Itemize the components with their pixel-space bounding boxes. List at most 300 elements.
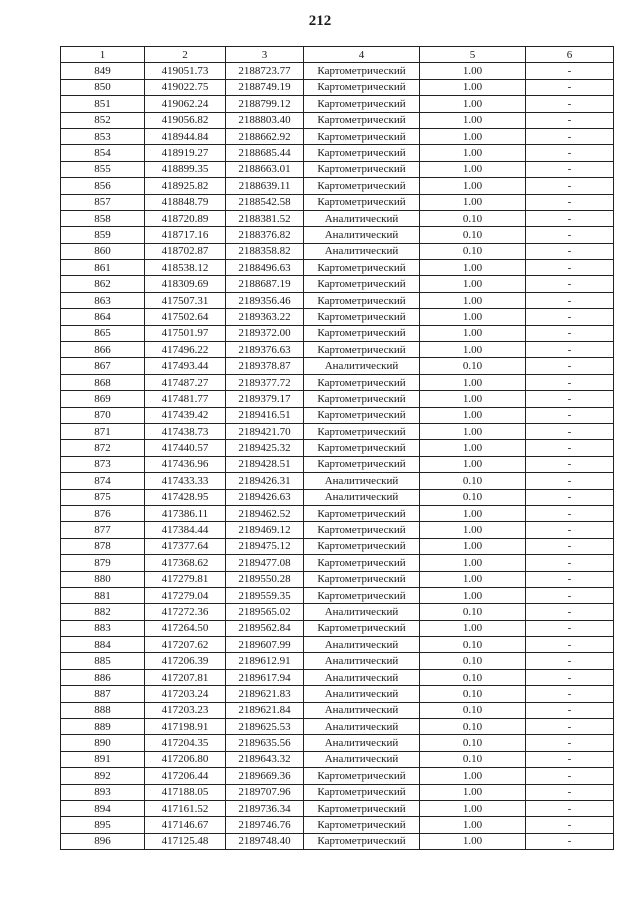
table-row [61, 161, 614, 177]
method-cell: Картометрический [304, 620, 420, 636]
x-coordinate-cell: 417487.27 [145, 374, 226, 390]
table-row [61, 79, 614, 95]
note-cell: - [526, 833, 614, 849]
y-coordinate-cell: 2188358.82 [226, 243, 304, 259]
y-coordinate-cell: 2189376.63 [226, 342, 304, 358]
accuracy-cell: 1.00 [420, 505, 526, 521]
point-number-cell: 886 [61, 669, 145, 685]
method-cell: Картометрический [304, 538, 420, 554]
point-number-cell: 876 [61, 505, 145, 521]
method-cell: Картометрический [304, 423, 420, 439]
y-coordinate-cell: 2188803.40 [226, 112, 304, 128]
x-coordinate-cell: 417206.80 [145, 751, 226, 767]
y-coordinate-cell: 2188663.01 [226, 161, 304, 177]
y-coordinate-cell: 2189363.22 [226, 309, 304, 325]
point-number-cell: 860 [61, 243, 145, 259]
accuracy-cell: 1.00 [420, 440, 526, 456]
y-coordinate-cell: 2188542.58 [226, 194, 304, 210]
x-coordinate-cell: 417264.50 [145, 620, 226, 636]
y-coordinate-cell: 2189372.00 [226, 325, 304, 341]
y-coordinate-cell: 2189669.36 [226, 768, 304, 784]
y-coordinate-cell: 2189469.12 [226, 522, 304, 538]
method-cell: Аналитический [304, 637, 420, 653]
point-number-cell: 863 [61, 292, 145, 308]
accuracy-cell: 0.10 [420, 702, 526, 718]
note-cell: - [526, 555, 614, 571]
note-cell: - [526, 456, 614, 472]
point-number-cell: 892 [61, 768, 145, 784]
method-cell: Картометрический [304, 440, 420, 456]
method-cell: Картометрический [304, 260, 420, 276]
note-cell: - [526, 391, 614, 407]
y-coordinate-cell: 2188687.19 [226, 276, 304, 292]
method-cell: Картометрический [304, 587, 420, 603]
accuracy-cell: 1.00 [420, 276, 526, 292]
x-coordinate-cell: 417207.62 [145, 637, 226, 653]
method-cell: Картометрический [304, 407, 420, 423]
y-coordinate-cell: 2189477.08 [226, 555, 304, 571]
point-number-cell: 873 [61, 456, 145, 472]
note-cell: - [526, 800, 614, 816]
point-number-cell: 856 [61, 178, 145, 194]
accuracy-cell: 1.00 [420, 800, 526, 816]
point-number-cell: 880 [61, 571, 145, 587]
coordinates-table [60, 46, 614, 850]
method-cell: Картометрический [304, 63, 420, 79]
note-cell: - [526, 79, 614, 95]
method-cell: Аналитический [304, 358, 420, 374]
accuracy-cell: 1.00 [420, 145, 526, 161]
y-coordinate-cell: 2189748.40 [226, 833, 304, 849]
note-cell: - [526, 702, 614, 718]
x-coordinate-cell: 418538.12 [145, 260, 226, 276]
accuracy-cell: 1.00 [420, 292, 526, 308]
method-cell: Картометрический [304, 112, 420, 128]
accuracy-cell: 0.10 [420, 489, 526, 505]
point-number-cell: 869 [61, 391, 145, 407]
table-row [61, 358, 614, 374]
y-coordinate-cell: 2188799.12 [226, 96, 304, 112]
x-coordinate-cell: 417207.81 [145, 669, 226, 685]
y-coordinate-cell: 2188723.77 [226, 63, 304, 79]
point-number-cell: 870 [61, 407, 145, 423]
y-coordinate-cell: 2189356.46 [226, 292, 304, 308]
method-cell: Картометрический [304, 161, 420, 177]
accuracy-cell: 0.10 [420, 604, 526, 620]
point-number-cell: 874 [61, 473, 145, 489]
method-cell: Картометрический [304, 817, 420, 833]
point-number-cell: 893 [61, 784, 145, 800]
table-row [61, 325, 614, 341]
point-number-cell: 862 [61, 276, 145, 292]
table-row [61, 505, 614, 521]
point-number-cell: 866 [61, 342, 145, 358]
page-number: 212 [308, 13, 332, 29]
x-coordinate-cell: 418702.87 [145, 243, 226, 259]
point-number-cell: 875 [61, 489, 145, 505]
point-number-cell: 885 [61, 653, 145, 669]
table-row [61, 292, 614, 308]
table-row [61, 440, 614, 456]
y-coordinate-cell: 2189377.72 [226, 374, 304, 390]
y-coordinate-cell: 2189475.12 [226, 538, 304, 554]
table-row [61, 587, 614, 603]
method-cell: Картометрический [304, 128, 420, 144]
x-coordinate-cell: 418925.82 [145, 178, 226, 194]
note-cell: - [526, 751, 614, 767]
note-cell: - [526, 374, 614, 390]
table-row [61, 374, 614, 390]
accuracy-cell: 1.00 [420, 260, 526, 276]
y-coordinate-cell: 2189425.32 [226, 440, 304, 456]
table-row [61, 719, 614, 735]
note-cell: - [526, 817, 614, 833]
x-coordinate-cell: 417501.97 [145, 325, 226, 341]
y-coordinate-cell: 2188749.19 [226, 79, 304, 95]
accuracy-cell: 1.00 [420, 817, 526, 833]
note-cell: - [526, 325, 614, 341]
note-cell: - [526, 538, 614, 554]
y-coordinate-cell: 2189736.34 [226, 800, 304, 816]
table-header-row [61, 47, 614, 63]
y-coordinate-cell: 2188496.63 [226, 260, 304, 276]
x-coordinate-cell: 417507.31 [145, 292, 226, 308]
x-coordinate-cell: 417438.73 [145, 423, 226, 439]
table-row [61, 669, 614, 685]
note-cell: - [526, 620, 614, 636]
method-cell: Картометрический [304, 768, 420, 784]
accuracy-cell: 0.10 [420, 686, 526, 702]
method-cell: Картометрический [304, 194, 420, 210]
table-row [61, 604, 614, 620]
method-cell: Аналитический [304, 653, 420, 669]
table-row [61, 128, 614, 144]
note-cell: - [526, 260, 614, 276]
accuracy-cell: 1.00 [420, 784, 526, 800]
method-cell: Картометрический [304, 292, 420, 308]
note-cell: - [526, 227, 614, 243]
x-coordinate-cell: 417279.04 [145, 587, 226, 603]
accuracy-cell: 1.00 [420, 538, 526, 554]
note-cell: - [526, 522, 614, 538]
note-cell: - [526, 128, 614, 144]
x-coordinate-cell: 417439.42 [145, 407, 226, 423]
y-coordinate-cell: 2189559.35 [226, 587, 304, 603]
point-number-cell: 883 [61, 620, 145, 636]
x-coordinate-cell: 417206.39 [145, 653, 226, 669]
table-row [61, 653, 614, 669]
point-number-cell: 891 [61, 751, 145, 767]
y-coordinate-cell: 2189625.53 [226, 719, 304, 735]
table-row [61, 571, 614, 587]
point-number-cell: 854 [61, 145, 145, 161]
accuracy-cell: 1.00 [420, 620, 526, 636]
x-coordinate-cell: 418944.84 [145, 128, 226, 144]
method-cell: Аналитический [304, 604, 420, 620]
table-row [61, 817, 614, 833]
accuracy-cell: 1.00 [420, 555, 526, 571]
x-coordinate-cell: 417433.33 [145, 473, 226, 489]
note-cell: - [526, 178, 614, 194]
y-coordinate-cell: 2188639.11 [226, 178, 304, 194]
method-cell: Картометрический [304, 505, 420, 521]
y-coordinate-cell: 2189416.51 [226, 407, 304, 423]
x-coordinate-cell: 417481.77 [145, 391, 226, 407]
point-number-cell: 882 [61, 604, 145, 620]
method-cell: Аналитический [304, 210, 420, 226]
table-row [61, 686, 614, 702]
x-coordinate-cell: 417440.57 [145, 440, 226, 456]
table-row [61, 702, 614, 718]
y-coordinate-cell: 2189707.96 [226, 784, 304, 800]
point-number-cell: 881 [61, 587, 145, 603]
note-cell: - [526, 112, 614, 128]
method-cell: Аналитический [304, 686, 420, 702]
table-row [61, 555, 614, 571]
table-row [61, 489, 614, 505]
accuracy-cell: 0.10 [420, 227, 526, 243]
method-cell: Картометрический [304, 145, 420, 161]
y-coordinate-cell: 2189565.02 [226, 604, 304, 620]
point-number-cell: 890 [61, 735, 145, 751]
note-cell: - [526, 784, 614, 800]
note-cell: - [526, 194, 614, 210]
accuracy-cell: 1.00 [420, 768, 526, 784]
table-row [61, 194, 614, 210]
table-row [61, 112, 614, 128]
point-number-cell: 855 [61, 161, 145, 177]
note-cell: - [526, 342, 614, 358]
y-coordinate-cell: 2189607.99 [226, 637, 304, 653]
method-cell: Картометрический [304, 391, 420, 407]
table-row [61, 833, 614, 849]
x-coordinate-cell: 417493.44 [145, 358, 226, 374]
accuracy-cell: 0.10 [420, 719, 526, 735]
method-cell: Картометрический [304, 833, 420, 849]
note-cell: - [526, 358, 614, 374]
point-number-cell: 858 [61, 210, 145, 226]
point-number-cell: 896 [61, 833, 145, 849]
note-cell: - [526, 276, 614, 292]
y-coordinate-cell: 2189621.83 [226, 686, 304, 702]
accuracy-cell: 0.10 [420, 735, 526, 751]
y-coordinate-cell: 2189562.84 [226, 620, 304, 636]
table-row [61, 456, 614, 472]
table-row [61, 620, 614, 636]
x-coordinate-cell: 418919.27 [145, 145, 226, 161]
y-coordinate-cell: 2189462.52 [226, 505, 304, 521]
x-coordinate-cell: 419056.82 [145, 112, 226, 128]
method-cell: Картометрический [304, 325, 420, 341]
note-cell: - [526, 735, 614, 751]
note-cell: - [526, 719, 614, 735]
note-cell: - [526, 604, 614, 620]
x-coordinate-cell: 417146.67 [145, 817, 226, 833]
y-coordinate-cell: 2188376.82 [226, 227, 304, 243]
accuracy-cell: 1.00 [420, 63, 526, 79]
y-coordinate-cell: 2189378.87 [226, 358, 304, 374]
point-number-cell: 895 [61, 817, 145, 833]
accuracy-cell: 0.10 [420, 358, 526, 374]
point-number-cell: 879 [61, 555, 145, 571]
table-row [61, 210, 614, 226]
y-coordinate-cell: 2189426.63 [226, 489, 304, 505]
accuracy-cell: 1.00 [420, 325, 526, 341]
table-row [61, 800, 614, 816]
note-cell: - [526, 440, 614, 456]
accuracy-cell: 1.00 [420, 194, 526, 210]
note-cell: - [526, 489, 614, 505]
x-coordinate-cell: 417203.23 [145, 702, 226, 718]
y-coordinate-cell: 2189426.31 [226, 473, 304, 489]
table-row [61, 96, 614, 112]
y-coordinate-cell: 2188662.92 [226, 128, 304, 144]
table-row [61, 276, 614, 292]
accuracy-cell: 0.10 [420, 653, 526, 669]
method-cell: Картометрический [304, 522, 420, 538]
point-number-cell: 877 [61, 522, 145, 538]
table-row [61, 342, 614, 358]
note-cell: - [526, 243, 614, 259]
accuracy-cell: 1.00 [420, 96, 526, 112]
x-coordinate-cell: 418717.16 [145, 227, 226, 243]
table-row [61, 538, 614, 554]
x-coordinate-cell: 417198.91 [145, 719, 226, 735]
table-row [61, 260, 614, 276]
table-row [61, 423, 614, 439]
table-row [61, 145, 614, 161]
accuracy-cell: 0.10 [420, 473, 526, 489]
point-number-cell: 849 [61, 63, 145, 79]
y-coordinate-cell: 2189746.76 [226, 817, 304, 833]
accuracy-cell: 0.10 [420, 637, 526, 653]
note-cell: - [526, 587, 614, 603]
table-row [61, 63, 614, 79]
x-coordinate-cell: 417386.11 [145, 505, 226, 521]
note-cell: - [526, 309, 614, 325]
x-coordinate-cell: 417428.95 [145, 489, 226, 505]
method-cell: Картометрический [304, 456, 420, 472]
method-cell: Картометрический [304, 800, 420, 816]
x-coordinate-cell: 418309.69 [145, 276, 226, 292]
note-cell: - [526, 473, 614, 489]
method-cell: Аналитический [304, 243, 420, 259]
note-cell: - [526, 505, 614, 521]
method-cell: Картометрический [304, 555, 420, 571]
y-coordinate-cell: 2189621.84 [226, 702, 304, 718]
x-coordinate-cell: 417384.44 [145, 522, 226, 538]
y-coordinate-cell: 2189379.17 [226, 391, 304, 407]
x-coordinate-cell: 417204.35 [145, 735, 226, 751]
method-cell: Картометрический [304, 276, 420, 292]
x-coordinate-cell: 417206.44 [145, 768, 226, 784]
point-number-cell: 878 [61, 538, 145, 554]
note-cell: - [526, 145, 614, 161]
x-coordinate-cell: 418899.35 [145, 161, 226, 177]
accuracy-cell: 1.00 [420, 128, 526, 144]
accuracy-cell: 1.00 [420, 522, 526, 538]
column-header: 3 [226, 47, 304, 63]
accuracy-cell: 1.00 [420, 309, 526, 325]
point-number-cell: 867 [61, 358, 145, 374]
table-row [61, 309, 614, 325]
accuracy-cell: 0.10 [420, 210, 526, 226]
x-coordinate-cell: 417377.64 [145, 538, 226, 554]
note-cell: - [526, 653, 614, 669]
note-cell: - [526, 63, 614, 79]
note-cell: - [526, 292, 614, 308]
note-cell: - [526, 210, 614, 226]
point-number-cell: 889 [61, 719, 145, 735]
point-number-cell: 887 [61, 686, 145, 702]
point-number-cell: 884 [61, 637, 145, 653]
method-cell: Аналитический [304, 735, 420, 751]
method-cell: Аналитический [304, 751, 420, 767]
note-cell: - [526, 423, 614, 439]
accuracy-cell: 1.00 [420, 407, 526, 423]
table-row [61, 637, 614, 653]
column-header: 2 [145, 47, 226, 63]
x-coordinate-cell: 418720.89 [145, 210, 226, 226]
x-coordinate-cell: 419022.75 [145, 79, 226, 95]
method-cell: Картометрический [304, 96, 420, 112]
table-row [61, 178, 614, 194]
note-cell: - [526, 96, 614, 112]
column-header: 4 [304, 47, 420, 63]
x-coordinate-cell: 417203.24 [145, 686, 226, 702]
x-coordinate-cell: 417368.62 [145, 555, 226, 571]
table-row [61, 407, 614, 423]
point-number-cell: 872 [61, 440, 145, 456]
table-row [61, 784, 614, 800]
method-cell: Аналитический [304, 489, 420, 505]
x-coordinate-cell: 417496.22 [145, 342, 226, 358]
x-coordinate-cell: 417502.64 [145, 309, 226, 325]
y-coordinate-cell: 2189635.56 [226, 735, 304, 751]
accuracy-cell: 1.00 [420, 423, 526, 439]
table-row [61, 391, 614, 407]
table-row [61, 768, 614, 784]
table-row [61, 473, 614, 489]
x-coordinate-cell: 418848.79 [145, 194, 226, 210]
accuracy-cell: 1.00 [420, 342, 526, 358]
note-cell: - [526, 161, 614, 177]
x-coordinate-cell: 417272.36 [145, 604, 226, 620]
y-coordinate-cell: 2189421.70 [226, 423, 304, 439]
note-cell: - [526, 669, 614, 685]
point-number-cell: 861 [61, 260, 145, 276]
method-cell: Картометрический [304, 178, 420, 194]
point-number-cell: 850 [61, 79, 145, 95]
method-cell: Аналитический [304, 227, 420, 243]
note-cell: - [526, 768, 614, 784]
accuracy-cell: 1.00 [420, 391, 526, 407]
point-number-cell: 894 [61, 800, 145, 816]
note-cell: - [526, 571, 614, 587]
point-number-cell: 859 [61, 227, 145, 243]
point-number-cell: 853 [61, 128, 145, 144]
point-number-cell: 888 [61, 702, 145, 718]
accuracy-cell: 1.00 [420, 456, 526, 472]
y-coordinate-cell: 2189550.28 [226, 571, 304, 587]
method-cell: Картометрический [304, 571, 420, 587]
x-coordinate-cell: 417279.81 [145, 571, 226, 587]
note-cell: - [526, 637, 614, 653]
y-coordinate-cell: 2189612.91 [226, 653, 304, 669]
table-row [61, 735, 614, 751]
accuracy-cell: 1.00 [420, 571, 526, 587]
accuracy-cell: 1.00 [420, 178, 526, 194]
